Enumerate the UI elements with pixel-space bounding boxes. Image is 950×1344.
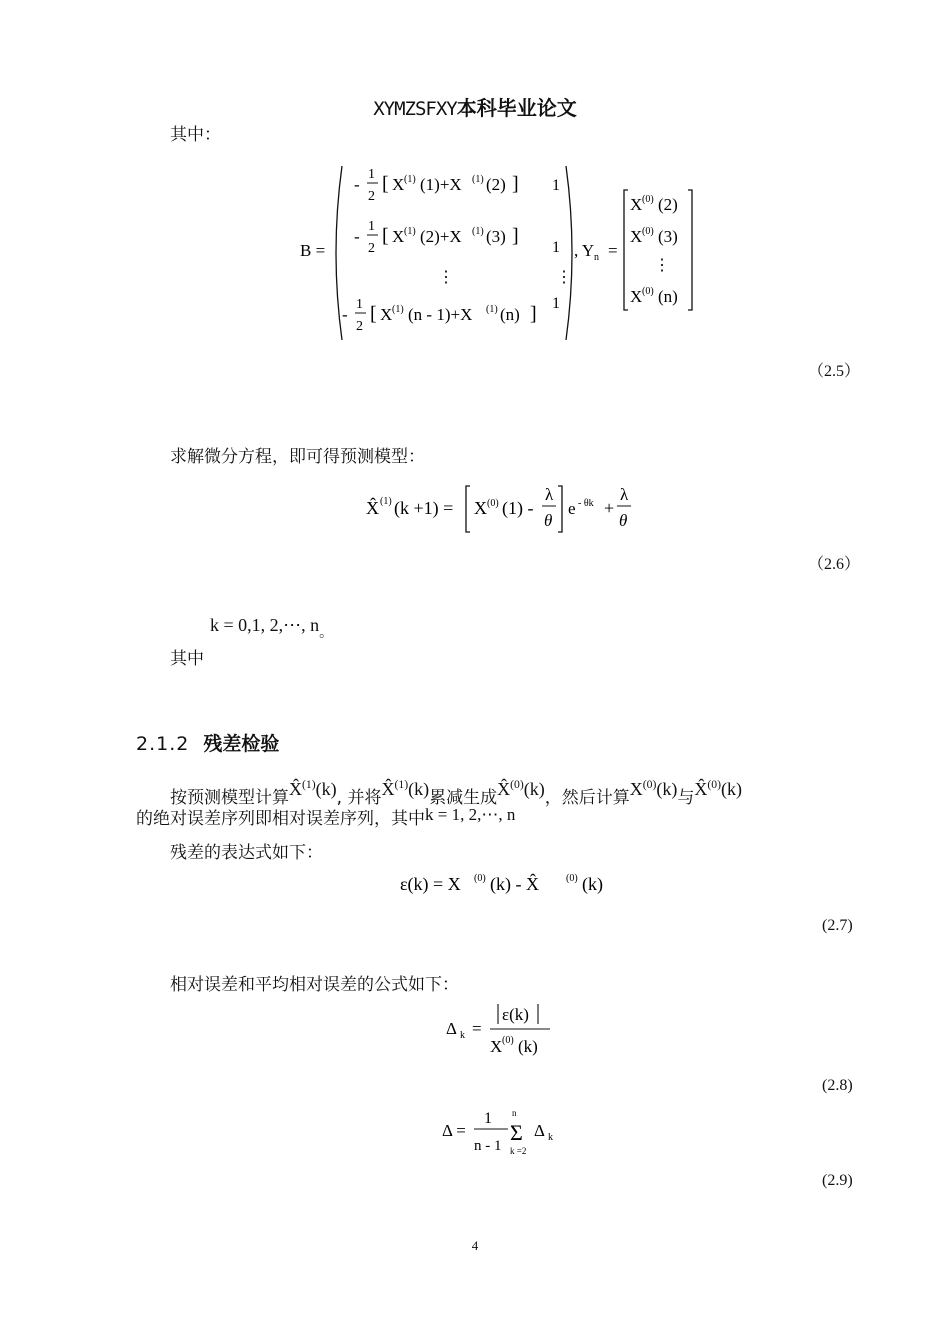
k-range-2: k = 1, 2,⋯, n bbox=[425, 805, 516, 824]
svg-text:n: n bbox=[512, 1108, 517, 1118]
svg-text:Δ =: Δ = bbox=[442, 1121, 466, 1140]
svg-text:n - 1: n - 1 bbox=[474, 1138, 502, 1154]
inline-math-1: X̂$^{(1)}$(k) bbox=[289, 778, 337, 799]
svg-text:(0): (0) bbox=[642, 194, 654, 205]
svg-text:(k) - X̂: (k) - X̂ bbox=[490, 874, 539, 894]
svg-text:λ: λ bbox=[545, 485, 554, 504]
k-range-text: k = 0,1, 2,⋯, n bbox=[210, 615, 320, 635]
svg-text:]: ] bbox=[512, 173, 519, 195]
svg-text:=: = bbox=[608, 241, 618, 260]
svg-text:X: X bbox=[630, 227, 643, 246]
svg-text:X: X bbox=[474, 498, 487, 518]
svg-text:θ: θ bbox=[619, 511, 628, 530]
svg-text:k =2: k =2 bbox=[510, 1146, 527, 1156]
svg-text:X: X bbox=[380, 305, 393, 324]
svg-text:(n): (n) bbox=[658, 287, 678, 306]
svg-text:(2): (2) bbox=[658, 195, 678, 214]
svg-text:(0): (0) bbox=[642, 226, 654, 237]
eq-number-2-6: （2.6） bbox=[808, 556, 861, 573]
svg-text:, Y: , Y bbox=[574, 241, 595, 260]
svg-text:(1): (1) bbox=[472, 226, 484, 237]
p1-text-3: 累减生成 bbox=[429, 788, 498, 808]
svg-text:1: 1 bbox=[368, 219, 375, 234]
eq-number-2-7: (2.7) bbox=[822, 917, 853, 934]
page-number: 4 bbox=[471, 1238, 479, 1253]
residual-intro: 残差的表达式如下： bbox=[170, 843, 323, 863]
svg-text:ε(k): ε(k) bbox=[502, 1005, 529, 1024]
svg-text:(0): (0) bbox=[487, 498, 499, 509]
svg-text:⋮: ⋮ bbox=[654, 257, 670, 274]
svg-text:(1): (1) bbox=[404, 174, 416, 185]
svg-text:-: - bbox=[354, 175, 360, 194]
svg-text:⋮: ⋮ bbox=[438, 269, 454, 286]
svg-text:(k): (k) bbox=[582, 874, 603, 894]
svg-text:ε(k) = X: ε(k) = X bbox=[400, 874, 461, 894]
eq-number-2-8: (2.8) bbox=[822, 1077, 853, 1094]
inline-math-2: X̂$^{(1)}$(k) bbox=[381, 778, 430, 799]
svg-text:Σ: Σ bbox=[510, 1120, 523, 1145]
inline-math-4: $X^{(0)}(k)$ bbox=[629, 778, 678, 799]
p1-text-4: ，然后计算 bbox=[544, 788, 630, 808]
svg-text:⋮: ⋮ bbox=[556, 269, 572, 286]
svg-text:θ: θ bbox=[544, 511, 553, 530]
svg-text:]: ] bbox=[530, 303, 537, 325]
svg-text:(0): (0) bbox=[474, 873, 486, 884]
svg-text:1: 1 bbox=[368, 167, 375, 182]
svg-text:X: X bbox=[392, 175, 405, 194]
svg-text:1: 1 bbox=[552, 295, 560, 312]
svg-text:(1): (1) bbox=[404, 226, 416, 237]
svg-text:k: k bbox=[548, 1132, 553, 1143]
svg-text:(3): (3) bbox=[486, 227, 506, 246]
inline-math-5: X̂$^{(0)}$(k) bbox=[694, 778, 743, 799]
svg-text:(1)+X: (1)+X bbox=[420, 175, 462, 194]
svg-text:(n - 1)+X: (n - 1)+X bbox=[408, 305, 473, 324]
svg-text:e: e bbox=[568, 499, 576, 518]
header-latin: XYMZSFXY bbox=[373, 98, 457, 120]
svg-text:k: k bbox=[460, 1030, 465, 1041]
svg-text:1: 1 bbox=[484, 1110, 492, 1127]
svg-text:[: [ bbox=[370, 303, 377, 325]
svg-text:2: 2 bbox=[356, 319, 363, 334]
eq-number-2-5: （2.5） bbox=[808, 363, 861, 380]
svg-text:(1): (1) bbox=[472, 174, 484, 185]
intro-text: 其中： bbox=[170, 125, 221, 145]
svg-text:[: [ bbox=[382, 225, 389, 247]
qizhong-text: 其中 bbox=[170, 649, 204, 669]
svg-text:(n): (n) bbox=[500, 305, 520, 324]
k-range-suffix: 。 bbox=[319, 625, 334, 641]
svg-text:(2): (2) bbox=[486, 175, 506, 194]
svg-text:λ: λ bbox=[620, 485, 629, 504]
inline-math-3: X̂$^{(0)}$(k) bbox=[497, 778, 545, 799]
svg-text:X: X bbox=[630, 195, 643, 214]
eq-number-2-9: (2.9) bbox=[822, 1172, 853, 1189]
svg-text:(1): (1) bbox=[380, 496, 392, 507]
svg-text:B =: B = bbox=[300, 241, 326, 260]
svg-text:]: ] bbox=[512, 225, 519, 247]
svg-text:=: = bbox=[472, 1019, 482, 1038]
svg-text:(2)+X: (2)+X bbox=[420, 227, 462, 246]
page-header bbox=[0, 92, 950, 121]
k-range bbox=[210, 614, 334, 641]
relative-error-intro: 相对误差和平均相对误差的公式如下： bbox=[170, 975, 459, 995]
svg-text:(1): (1) bbox=[486, 304, 498, 315]
svg-text:Δ: Δ bbox=[534, 1121, 545, 1140]
section-number: 2.1.2 bbox=[136, 733, 190, 755]
svg-text:- θk: - θk bbox=[578, 498, 594, 509]
header-cn: 本科毕业论文 bbox=[456, 96, 577, 120]
p1-text-1: 按预测模型计算 bbox=[170, 788, 289, 808]
section-heading bbox=[136, 729, 279, 756]
solve-text: 求解微分方程，即可得预测模型： bbox=[170, 447, 425, 467]
svg-text:1: 1 bbox=[552, 239, 560, 256]
svg-text:(k): (k) bbox=[518, 1037, 538, 1056]
svg-text:+: + bbox=[604, 498, 615, 518]
svg-text:(k +1) =: (k +1) = bbox=[394, 498, 454, 518]
svg-text:[: [ bbox=[382, 173, 389, 195]
p1-text-5: 与 bbox=[677, 788, 695, 808]
svg-text:-: - bbox=[354, 227, 360, 246]
svg-text:2: 2 bbox=[368, 241, 375, 256]
svg-text:X: X bbox=[392, 227, 405, 246]
p1-text-2: , 并将 bbox=[336, 788, 382, 808]
equation-2-9 bbox=[438, 1104, 568, 1166]
svg-text:Δ: Δ bbox=[446, 1019, 457, 1038]
svg-text:(0): (0) bbox=[642, 286, 654, 297]
svg-text:-: - bbox=[342, 305, 348, 324]
svg-text:1: 1 bbox=[356, 297, 363, 312]
svg-text:n: n bbox=[594, 252, 599, 263]
svg-text:X: X bbox=[490, 1037, 503, 1056]
equation-2-5 bbox=[290, 158, 710, 348]
svg-text:1: 1 bbox=[552, 177, 560, 194]
p1-line-2: 的绝对误差序列即相对误差序列，其中 bbox=[136, 809, 425, 829]
section-title: 残差检验 bbox=[203, 733, 280, 755]
svg-text:(0): (0) bbox=[502, 1035, 514, 1046]
svg-text:X̂: X̂ bbox=[366, 498, 379, 518]
svg-text:2: 2 bbox=[368, 189, 375, 204]
equation-2-7 bbox=[396, 868, 616, 900]
svg-text:(0): (0) bbox=[566, 873, 578, 884]
equation-2-6 bbox=[360, 478, 640, 538]
svg-text:(3): (3) bbox=[658, 227, 678, 246]
svg-text:(1): (1) bbox=[392, 304, 404, 315]
equation-2-8 bbox=[440, 998, 570, 1060]
paragraph-residual bbox=[136, 770, 866, 830]
svg-text:(1) -: (1) - bbox=[502, 498, 534, 518]
svg-text:X: X bbox=[630, 287, 643, 306]
